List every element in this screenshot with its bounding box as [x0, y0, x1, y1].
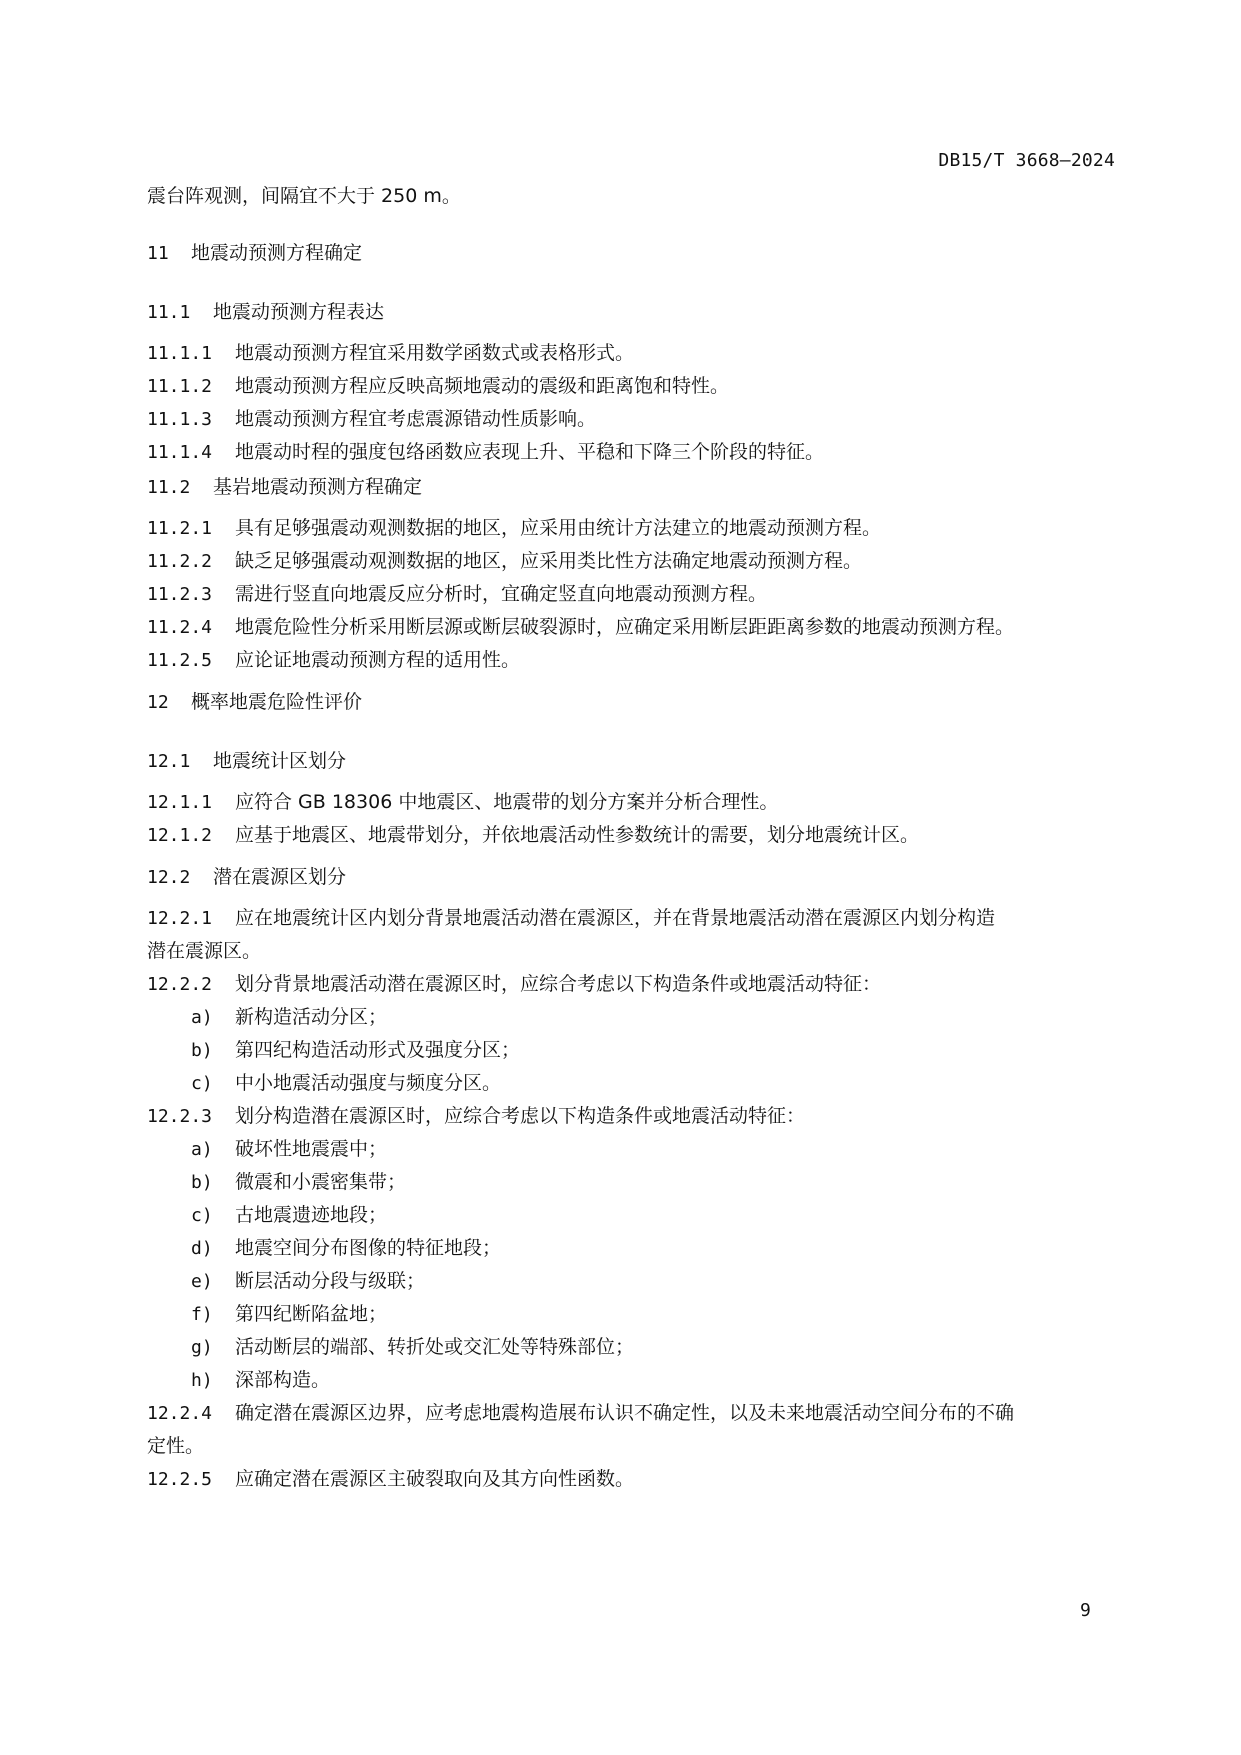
clause-number: 11.1.2: [147, 376, 213, 397]
section-title: 潜在震源区划分: [213, 866, 347, 888]
clause-text: 地震危险性分析采用断层源或断层破裂源时，应确定采用断层距距离参数的地震动预测方程。: [235, 616, 1015, 638]
chapter-number: 12: [147, 692, 169, 713]
list-item: [147, 1001, 1119, 1034]
clause-number: 12.2.4: [147, 1403, 213, 1424]
clause-number: 11.2.4: [147, 617, 213, 638]
clause-number: 12.1.1: [147, 792, 213, 813]
section-11-2-heading: [147, 472, 422, 499]
clause: [147, 819, 1119, 852]
list-marker: b): [191, 1040, 213, 1061]
clause-number: 12.2.3: [147, 1106, 213, 1127]
list-text: 第四纪断陷盆地；: [235, 1303, 388, 1325]
list-text: 第四纪构造活动形式及强度分区；: [235, 1039, 521, 1061]
list-item: [147, 1166, 1119, 1199]
list-marker: e): [191, 1271, 213, 1292]
list-item: [147, 1298, 1119, 1331]
list-marker: f): [191, 1304, 213, 1325]
section-12-2-heading: [147, 862, 346, 889]
clause: [147, 403, 1119, 436]
chapter-number: 11: [147, 243, 169, 264]
chapter-12-heading: [147, 687, 362, 714]
list-item: [147, 1034, 1119, 1067]
list-text: 地震空间分布图像的特征地段；: [235, 1237, 502, 1259]
list-item: [147, 1331, 1119, 1364]
list-text: 深部构造。: [235, 1369, 331, 1391]
list-marker: a): [191, 1139, 213, 1160]
clause-number: 11.2.1: [147, 518, 213, 539]
clause-text: 地震动预测方程宜采用数学函数式或表格形式。: [235, 342, 635, 364]
clause: [147, 370, 1119, 403]
list-item: [147, 1067, 1119, 1100]
section-11-1-heading: [147, 297, 384, 324]
list-text: 新构造活动分区；: [235, 1006, 388, 1028]
clauses-12-2: [147, 902, 1119, 1496]
list-item: [147, 1133, 1119, 1166]
clause-number: 11.1.4: [147, 442, 213, 463]
clause-text: 应论证地震动预测方程的适用性。: [235, 649, 521, 671]
section-title: 地震统计区划分: [213, 750, 347, 772]
clause-text: 应符合 GB 18306 中地震区、地震带的划分方案并分析合理性。: [235, 791, 779, 813]
clause-text: 地震动预测方程应反映高频地震动的震级和距离饱和特性。: [235, 375, 730, 397]
section-number: 11.2: [147, 477, 191, 498]
clause-number: 11.2.5: [147, 650, 213, 671]
clause-text: 划分构造潜在震源区时，应综合考虑以下构造条件或地震活动特征：: [235, 1105, 806, 1127]
clauses-11-1: [147, 337, 1119, 469]
list-text: 破坏性地震震中；: [235, 1138, 388, 1160]
list-item: [147, 1232, 1119, 1265]
clauses-11-2: [147, 512, 1119, 677]
clause-continuation: 潜在震源区。: [147, 940, 262, 962]
clause-text: 具有足够强震动观测数据的地区，应采用由统计方法建立的地震动预测方程。: [235, 517, 882, 539]
list-text: 古地震遗迹地段；: [235, 1204, 388, 1226]
clause: [147, 578, 1119, 611]
continued-paragraph: 震台阵观测，间隔宜不大于 250 m。: [147, 185, 461, 207]
clause: [147, 337, 1119, 370]
clause: [147, 512, 1119, 545]
clause-text: 地震动预测方程宜考虑震源错动性质影响。: [235, 408, 597, 430]
chapter-title: 概率地震危险性评价: [191, 691, 363, 713]
chapter-11-heading: [147, 238, 362, 265]
clause-text: 应基于地震区、地震带划分，并依地震活动性参数统计的需要，划分地震统计区。: [235, 824, 920, 846]
list-marker: b): [191, 1172, 213, 1193]
list-item: [147, 1199, 1119, 1232]
clause-number: 11.2.2: [147, 551, 213, 572]
section-number: 12.2: [147, 867, 191, 888]
chapter-title: 地震动预测方程确定: [191, 242, 363, 264]
section-12-1-heading: [147, 746, 346, 773]
list-marker: g): [191, 1337, 213, 1358]
document-code-header: DB15/T 3668—2024: [938, 150, 1115, 171]
clause-number: 12.2.2: [147, 974, 213, 995]
clause: [147, 1397, 1119, 1430]
list-marker: h): [191, 1370, 213, 1391]
list-marker: c): [191, 1073, 213, 1094]
clause: [147, 611, 1119, 644]
clause-text: 需进行竖直向地震反应分析时，宜确定竖直向地震动预测方程。: [235, 583, 768, 605]
clause: [147, 545, 1119, 578]
clause-continuation: 定性。: [147, 1435, 205, 1457]
clause: [147, 786, 1119, 819]
clause-number: 12.1.2: [147, 825, 213, 846]
clause-text: 应在地震统计区内划分背景地震活动潜在震源区，并在背景地震活动潜在震源区内划分构造: [235, 907, 996, 929]
clause: [147, 968, 1119, 1001]
list-item: [147, 1364, 1119, 1397]
list-text: 断层活动分段与级联；: [235, 1270, 426, 1292]
list-marker: c): [191, 1205, 213, 1226]
list-text: 活动断层的端部、转折处或交汇处等特殊部位；: [235, 1336, 635, 1358]
clause-number: 12.2.5: [147, 1469, 213, 1490]
list-item: [147, 1265, 1119, 1298]
clause: [147, 644, 1119, 677]
list-text: 微震和小震密集带；: [235, 1171, 407, 1193]
clause-text: 地震动时程的强度包络函数应表现上升、平稳和下降三个阶段的特征。: [235, 441, 825, 463]
section-title: 基岩地震动预测方程确定: [213, 476, 423, 498]
list-marker: a): [191, 1007, 213, 1028]
clause-number: 11.2.3: [147, 584, 213, 605]
clause-text: 确定潜在震源区边界，应考虑地震构造展布认识不确定性，以及未来地震活动空间分布的不确: [235, 1402, 1015, 1424]
clause-text: 划分背景地震活动潜在震源区时，应综合考虑以下构造条件或地震活动特征：: [235, 973, 882, 995]
list-text: 中小地震活动强度与频度分区。: [235, 1072, 502, 1094]
clause-number: 11.1.1: [147, 343, 213, 364]
section-number: 12.1: [147, 751, 191, 772]
clause-text: 应确定潜在震源区主破裂取向及其方向性函数。: [235, 1468, 635, 1490]
clause: [147, 436, 1119, 469]
page-number: 9: [1080, 1600, 1091, 1621]
clause-number: 12.2.1: [147, 908, 213, 929]
clause: [147, 1100, 1119, 1133]
section-title: 地震动预测方程表达: [213, 301, 385, 323]
clause: [147, 902, 1119, 935]
section-number: 11.1: [147, 302, 191, 323]
clause-text: 缺乏足够强震动观测数据的地区，应采用类比性方法确定地震动预测方程。: [235, 550, 863, 572]
clause: [147, 1463, 1119, 1496]
list-marker: d): [191, 1238, 213, 1259]
clause-number: 11.1.3: [147, 409, 213, 430]
clauses-12-1: [147, 786, 1119, 852]
